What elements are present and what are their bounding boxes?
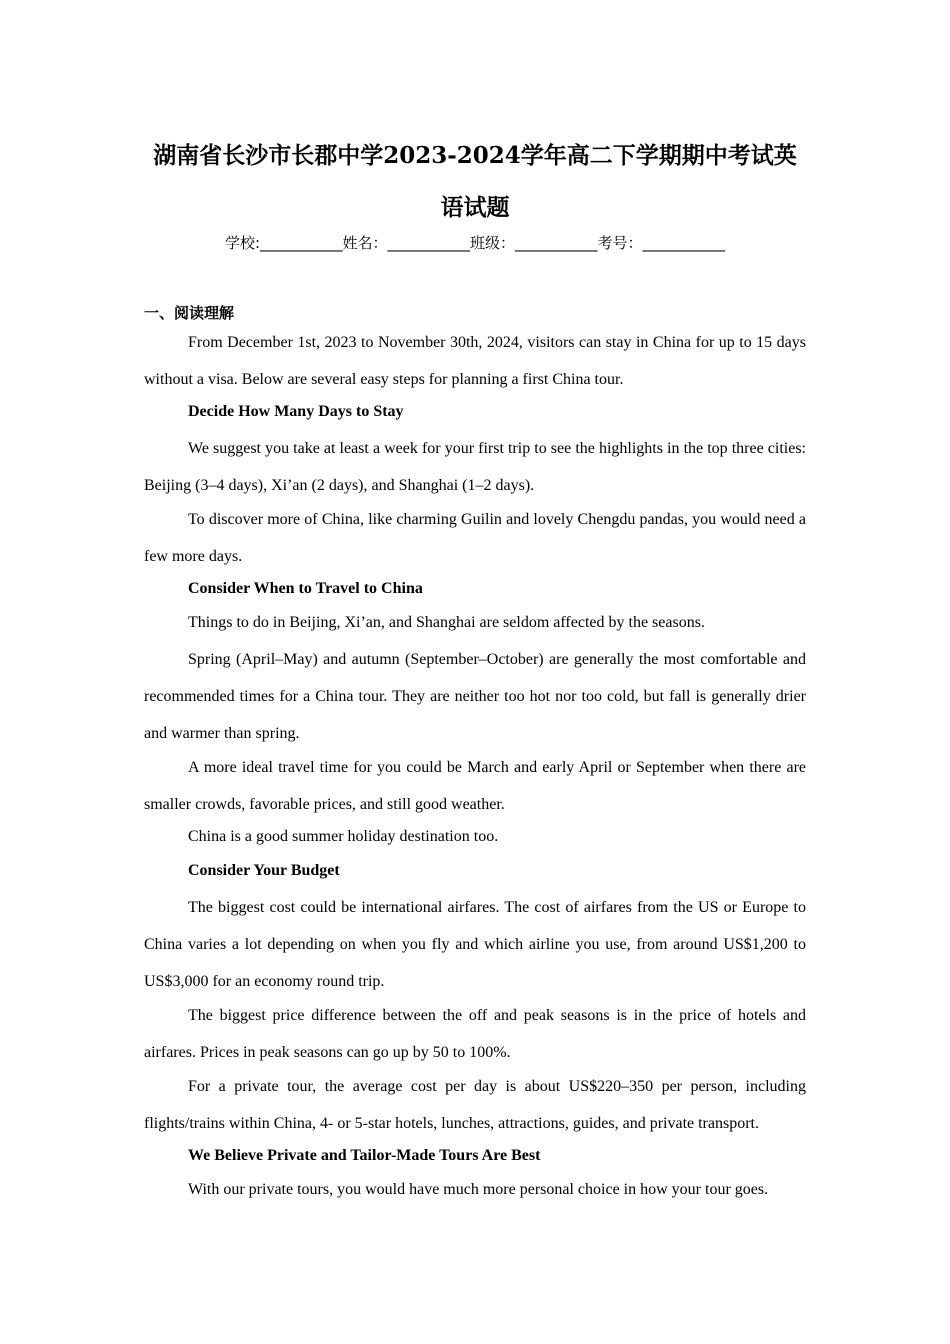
paragraph-days-1: We suggest you take at least a week for your first trip to see the highlights in the top three cities: Beijing (3–4 days), Xi’an (2 days), and Shanghai (1–2 days). [144,440,806,494]
exam-number-field: 考号：___________ [597,234,726,252]
student-info-line [144,230,806,256]
school-field: 学校:___________ [224,234,343,252]
section-heading-reading: 一、阅读理解 [144,304,235,322]
name-field: 姓名：___________ [342,234,471,252]
paragraph-intro: From December 1st, 2023 to November 30th, 2024, visitors can stay in China for up to 15 days without a visa. Below are several easy steps for planning a first China tour. [144,334,806,388]
subheading-private-tours: We Believe Private and Tailor-Made Tours Are Best [188,1147,541,1164]
subheading-budget: Consider Your Budget [188,862,340,879]
paragraph-budget-2: The biggest price difference between the off and peak seasons is in the price of hotels and airfares. Prices in peak seasons can go up by 50 to 100%. [144,1007,806,1061]
document-page [144,130,806,1208]
exam-title-line-1: 湖南省长沙市长郡中学2023-2024学年高二下学期期中考试英 [153,142,797,169]
paragraph-budget-1: The biggest cost could be international airfares. The cost of airfares from the US or Europe to China varies a lot depending on when you fly and which airline you use, from around US$1,200 to US$3,000 for an economy round trip. [144,899,806,990]
subheading-when: Consider When to Travel to China [188,580,423,597]
paragraph-private-tours-1: With our private tours, you would have much more personal choice in how your tour goes. [188,1181,769,1198]
class-field: 班级：___________ [470,234,598,252]
subheading-days: Decide How Many Days to Stay [188,403,404,420]
paragraph-when-1: Things to do in Beijing, Xi’an, and Shanghai are seldom affected by the seasons. [188,614,705,631]
paragraph-when-4: China is a good summer holiday destination too. [188,828,499,845]
paragraph-when-3: A more ideal travel time for you could be March and early April or September when there are smaller crowds, favorable prices, and still good weather. [144,759,806,813]
paragraph-budget-3: For a private tour, the average cost per day is about US$220–350 per person, including flights/trains within China, 4- or 5-star hotels, lunches, attractions, guides, and private transport. [144,1078,806,1132]
paragraph-days-2: To discover more of China, like charming Guilin and lovely Chengdu pandas, you would need a few more days. [144,511,806,565]
exam-title-line-2: 语试题 [440,194,510,221]
paragraph-when-2: Spring (April–May) and autumn (September–October) are generally the most comfortable and recommended times for a China tour. They are neither too hot nor too cold, but fall is generally drier and warmer than spring. [144,651,806,742]
reading-passage [144,324,806,1206]
